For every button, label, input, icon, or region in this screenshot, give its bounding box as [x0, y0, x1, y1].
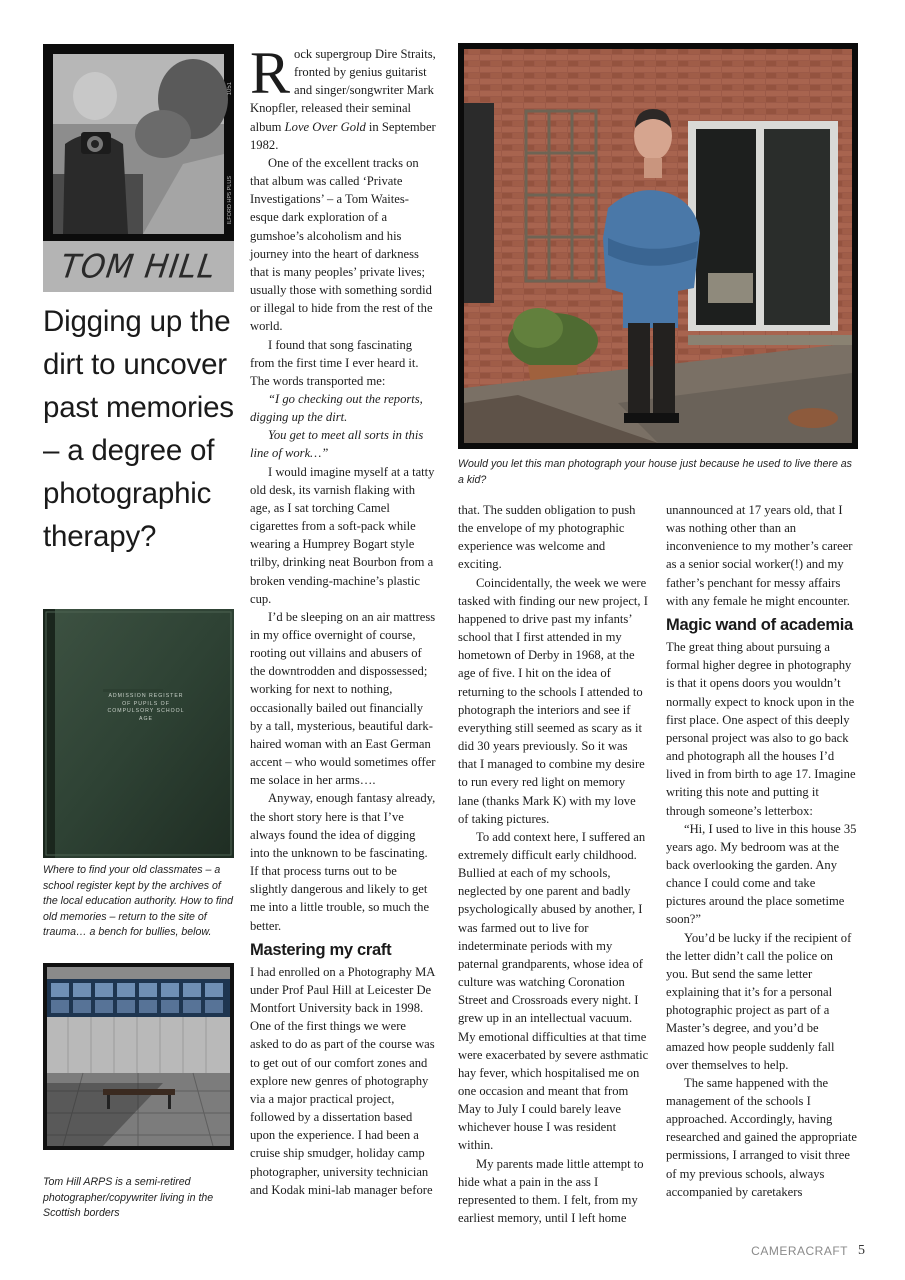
paragraph-text: ock supergroup Dire Straits, fronted by genius guitarist and singer/songwriter Mark Knopfler, released their seminal album — [250, 47, 436, 134]
article-paragraph: I found that song fascinating from the first time I ever heard it. The words transported me: — [250, 337, 419, 388]
article-paragraph: To add context here, I suffered an extremely difficult early childhood. Bullied at each of my schools, neglected by one parent and badly psychologically abused by another, I was farmed out to live for indeterminate periods with my paternal grandparents, whose idea of culture was watching Coronation Street and Crossroads every night. I grew up in an intellectual vacuum. My emotional difficulties at that time were exacerbated by severe asthmatic hay fever, which hospitalised me on one occasion and meant that from May to July I could barely leave whichever house I was resident within. — [458, 829, 649, 1153]
article-paragraph: I’d be sleeping on an air mattress in my office overnight of course, rooting out villains and abusers of the downtrodden and dispossessed; working for next to nothing, occasionally bailed out financially by a tall, mysterious, beautiful dark-haired woman with an East German accent – who would sometimes offer me solace in her arms…. — [250, 609, 436, 788]
page-footer — [740, 1240, 865, 1262]
register-label-line: OF PUPILS OF — [122, 700, 170, 707]
article-column-1 — [250, 40, 437, 1199]
main-photo-caption: Would you let this man photograph your house just because he used to live there as a kid? — [458, 458, 852, 486]
film-edge-code-bottom: ILFORD HP5 PLUS — [227, 176, 233, 225]
bio-caption: Tom Hill ARPS is a semi-retired photographer/copywriter living in the Scottish borders — [43, 1176, 214, 1220]
register-label-line: ADMISSION REGISTER — [108, 693, 184, 699]
article-paragraph: unannounced at 17 years old, that I was nothing other than an inconvenience to my mother’s career as a senior social worker(!) and my father’s penchant for messy affairs with any female he might encounter. — [666, 503, 853, 608]
author-name-band — [43, 241, 234, 292]
article-paragraph: One of the excellent tracks on that album was called ‘Private Investigations’ – a Tom Waites-esque dark exploration of a gumshoe’s alcoholism and his journey into the heart of darkness that is many peoples’ private lives; usually those with something sordid or illegal to hide from the rest of the world. — [250, 155, 433, 334]
article-paragraph: You’d be lucky if the recipient of the letter didn’t call the police on you. But send the same letter explaining that it’s for a personal photographic project as part of a Master’s degree, and you’d be amazed how people suddenly fall over themselves to help. — [666, 930, 852, 1072]
article-column-2 — [458, 501, 649, 1227]
bench-image — [43, 963, 234, 1150]
register-book-image — [43, 609, 234, 858]
headline: Digging up the dirt to uncover past memories – a degree of photographic therapy? — [43, 305, 234, 553]
article-paragraph: Anyway, enough fantasy already, the short story here is that I’ve always found the idea of digging into the unknown to be fascinating. If that process turns out to be slightly dangerous and likely to get me into a little trouble, so much the better. — [250, 791, 436, 933]
article-paragraph: I would imagine myself at a tatty old desk, its varnish flaking with age, as I sat torching Camel cigarettes from a soft-pack while wearing a Humprey Bogart style trilby, drinking neat Bourbon from a broken vending-machine’s plastic cup. — [250, 464, 435, 606]
author-portrait-image — [43, 44, 234, 241]
article-paragraph: that. The sudden obligation to push the envelope of my photographic experience was welcome and exciting. — [458, 503, 636, 572]
register-book-label — [91, 693, 201, 723]
register-label-line: COMPULSORY SCHOOL — [107, 708, 185, 714]
article-paragraph: I had enrolled on a Photography MA under Prof Paul Hill at Leicester De Montfort University back in 1998. One of the first things we were asked to do as part of the course was to get out of our comfort zones and explore new genres of photography via a major practical project, followed by a dissertation based upon the experience. I had been a cruise ship smudger, holiday camp photographer, university technician and Kodak mini-lab manager before — [250, 964, 435, 1197]
article-column-3 — [666, 501, 858, 1201]
main-portrait-image — [458, 43, 858, 449]
bench-photo — [43, 963, 234, 1150]
register-label-line: AGE — [139, 715, 153, 722]
album-title: Love Over Gold — [284, 119, 366, 134]
article-paragraph — [250, 40, 437, 154]
lyric-quote: “I go checking out the reports, digging up the dirt. — [250, 391, 423, 425]
film-edge-code-top: 1051 — [227, 82, 233, 96]
article-paragraph: The great thing about pursuing a formal higher degree in photography is that it opens doors you wouldn’t normally expect to knock upon in the first place. One aspect of this deeply personal project was also to go back and photograph all the houses I’d lived in from birth to age 17. Imagine writing this note and putting it through someone’s letterbox: — [666, 640, 856, 818]
article-paragraph: My parents made little attempt to hide what a pain in the ass I represented to them. I felt, from my earliest memory, until I left home — [458, 1156, 644, 1226]
author-name: TOM HILL — [58, 247, 219, 286]
magazine-logo: CAMERACRAFT — [751, 1244, 848, 1258]
author-photo-frame — [43, 44, 234, 241]
register-book-photo — [43, 609, 234, 858]
main-portrait-photo — [458, 43, 858, 449]
paragraph-text: in September 1982. — [250, 119, 436, 152]
drop-cap: R — [250, 40, 291, 106]
page-number: 5 — [858, 1243, 865, 1258]
article-paragraph: “Hi, I used to live in this house 35 years ago. My bedroom was at the back overlooking the garden. Any chance I could come and take pictures around the place sometime soon?” — [666, 821, 857, 927]
article-paragraph: Coincidentally, the week we were tasked with finding our new project, I happened to drive past my infants’ school that I first attended in my hometown of Derby in 1968, at the age of five. I hit on the idea of returning to the schools I attended to photograph the interiors and see if everything still seemed as scary as it did 30 years previously. So it was that I managed to combine my desire to run every red light on memory lane (thanks Mark K) with my love of taking pictures. — [458, 575, 648, 826]
register-caption: Where to find your old classmates – a school register kept by the archives of the local education authority. How to find old memories – return to the site of trauma… a bench for bullies, below. — [43, 864, 234, 939]
subheading: Magic wand of academia — [666, 615, 853, 634]
article-paragraph: The same happened with the management of the schools I approached. Accordingly, having researched and gained the appropriate permissions, I arranged to visit three of my previous schools, always accompanied by caretakers — [666, 1075, 857, 1199]
subheading: Mastering my craft — [250, 940, 392, 959]
lyric-quote: You get to meet all sorts in this line of work…” — [250, 428, 424, 461]
